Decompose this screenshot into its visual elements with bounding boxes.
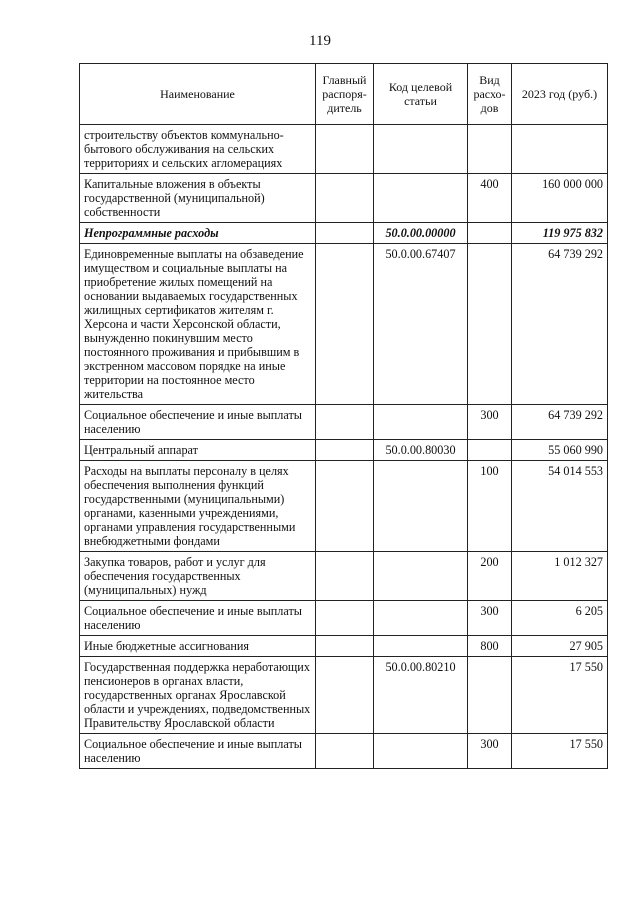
row-expense-type: 300 bbox=[468, 405, 512, 440]
row-name: Центральный аппарат bbox=[80, 440, 316, 461]
row-name: строительству объектов коммунально-бытового обслуживания на сельских территориях и сельских агломерациях bbox=[80, 125, 316, 174]
row-name: Единовременные выплаты на обзаведение имуществом и социальные выплаты на приобретение жилых помещений на основании выдаваемых государственных жилищных сертификатов жителям г. Херсона и части Херсонской области, вынужденно покинувшим место постоянного проживания и прибывшим в экстренном массовом порядке на иные территории на постоянное место жительства bbox=[80, 244, 316, 405]
table-row bbox=[80, 734, 608, 769]
row-expense-type: 400 bbox=[468, 174, 512, 223]
row-main-manager bbox=[316, 174, 374, 223]
row-main-manager bbox=[316, 223, 374, 244]
table-header-row bbox=[80, 64, 608, 125]
row-sum bbox=[512, 125, 608, 174]
row-main-manager bbox=[316, 244, 374, 405]
table-row bbox=[80, 461, 608, 552]
row-target-code bbox=[374, 405, 468, 440]
row-name: Непрограммные расходы bbox=[80, 223, 316, 244]
row-expense-type: 200 bbox=[468, 552, 512, 601]
row-target-code bbox=[374, 601, 468, 636]
header-year-sum: 2023 год (руб.) bbox=[512, 64, 608, 125]
row-main-manager bbox=[316, 636, 374, 657]
row-main-manager bbox=[316, 461, 374, 552]
row-name: Государственная поддержка неработающих пенсионеров в органах власти, государственных органах Ярославской области и учреждениях, подведомственных Правительству Ярославской области bbox=[80, 657, 316, 734]
row-expense-type: 300 bbox=[468, 734, 512, 769]
row-target-code: 50.0.00.80030 bbox=[374, 440, 468, 461]
row-main-manager bbox=[316, 125, 374, 174]
table-row bbox=[80, 440, 608, 461]
row-name: Социальное обеспечение и иные выплаты населению bbox=[80, 601, 316, 636]
header-name: Наименование bbox=[80, 64, 316, 125]
header-target-code: Код целевой статьи bbox=[374, 64, 468, 125]
table-row bbox=[80, 636, 608, 657]
table-row bbox=[80, 601, 608, 636]
row-expense-type: 100 bbox=[468, 461, 512, 552]
row-main-manager bbox=[316, 440, 374, 461]
row-sum: 1 012 327 bbox=[512, 552, 608, 601]
row-main-manager bbox=[316, 405, 374, 440]
row-sum: 17 550 bbox=[512, 734, 608, 769]
row-sum: 6 205 bbox=[512, 601, 608, 636]
row-name: Закупка товаров, работ и услуг для обеспечения государственных (муниципальных) нужд bbox=[80, 552, 316, 601]
row-sum: 27 905 bbox=[512, 636, 608, 657]
row-expense-type bbox=[468, 440, 512, 461]
row-sum: 64 739 292 bbox=[512, 405, 608, 440]
row-main-manager bbox=[316, 601, 374, 636]
table-row bbox=[80, 244, 608, 405]
row-target-code bbox=[374, 125, 468, 174]
page-number: 119 bbox=[309, 33, 331, 49]
table-row-section bbox=[80, 223, 608, 244]
table-row bbox=[80, 405, 608, 440]
row-expense-type: 300 bbox=[468, 601, 512, 636]
row-name: Иные бюджетные ассигнования bbox=[80, 636, 316, 657]
table-row bbox=[80, 552, 608, 601]
row-main-manager bbox=[316, 552, 374, 601]
row-main-manager bbox=[316, 734, 374, 769]
row-name: Капитальные вложения в объекты государственной (муниципальной) собственности bbox=[80, 174, 316, 223]
row-sum: 64 739 292 bbox=[512, 244, 608, 405]
row-expense-type bbox=[468, 244, 512, 405]
row-name: Расходы на выплаты персоналу в целях обеспечения выполнения функций государственными (муниципальными) органами, казенными учреждениями, органами управления государственными внебюджетными фондами bbox=[80, 461, 316, 552]
table-row bbox=[80, 125, 608, 174]
row-target-code: 50.0.00.00000 bbox=[374, 223, 468, 244]
row-target-code bbox=[374, 552, 468, 601]
row-name: Социальное обеспечение и иные выплаты населению bbox=[80, 734, 316, 769]
row-sum: 119 975 832 bbox=[512, 223, 608, 244]
row-target-code bbox=[374, 636, 468, 657]
row-main-manager bbox=[316, 657, 374, 734]
row-name: Социальное обеспечение и иные выплаты населению bbox=[80, 405, 316, 440]
row-target-code: 50.0.00.80210 bbox=[374, 657, 468, 734]
row-sum: 160 000 000 bbox=[512, 174, 608, 223]
row-sum: 55 060 990 bbox=[512, 440, 608, 461]
row-target-code: 50.0.00.67407 bbox=[374, 244, 468, 405]
header-expense-type: Вид расхо- дов bbox=[468, 64, 512, 125]
budget-table bbox=[79, 63, 608, 769]
table-row bbox=[80, 174, 608, 223]
table-row bbox=[80, 657, 608, 734]
row-expense-type: 800 bbox=[468, 636, 512, 657]
header-main-manager: Главный распоря- дитель bbox=[316, 64, 374, 125]
row-expense-type bbox=[468, 223, 512, 244]
row-expense-type bbox=[468, 657, 512, 734]
row-target-code bbox=[374, 461, 468, 552]
row-sum: 17 550 bbox=[512, 657, 608, 734]
row-target-code bbox=[374, 734, 468, 769]
row-target-code bbox=[374, 174, 468, 223]
row-expense-type bbox=[468, 125, 512, 174]
row-sum: 54 014 553 bbox=[512, 461, 608, 552]
